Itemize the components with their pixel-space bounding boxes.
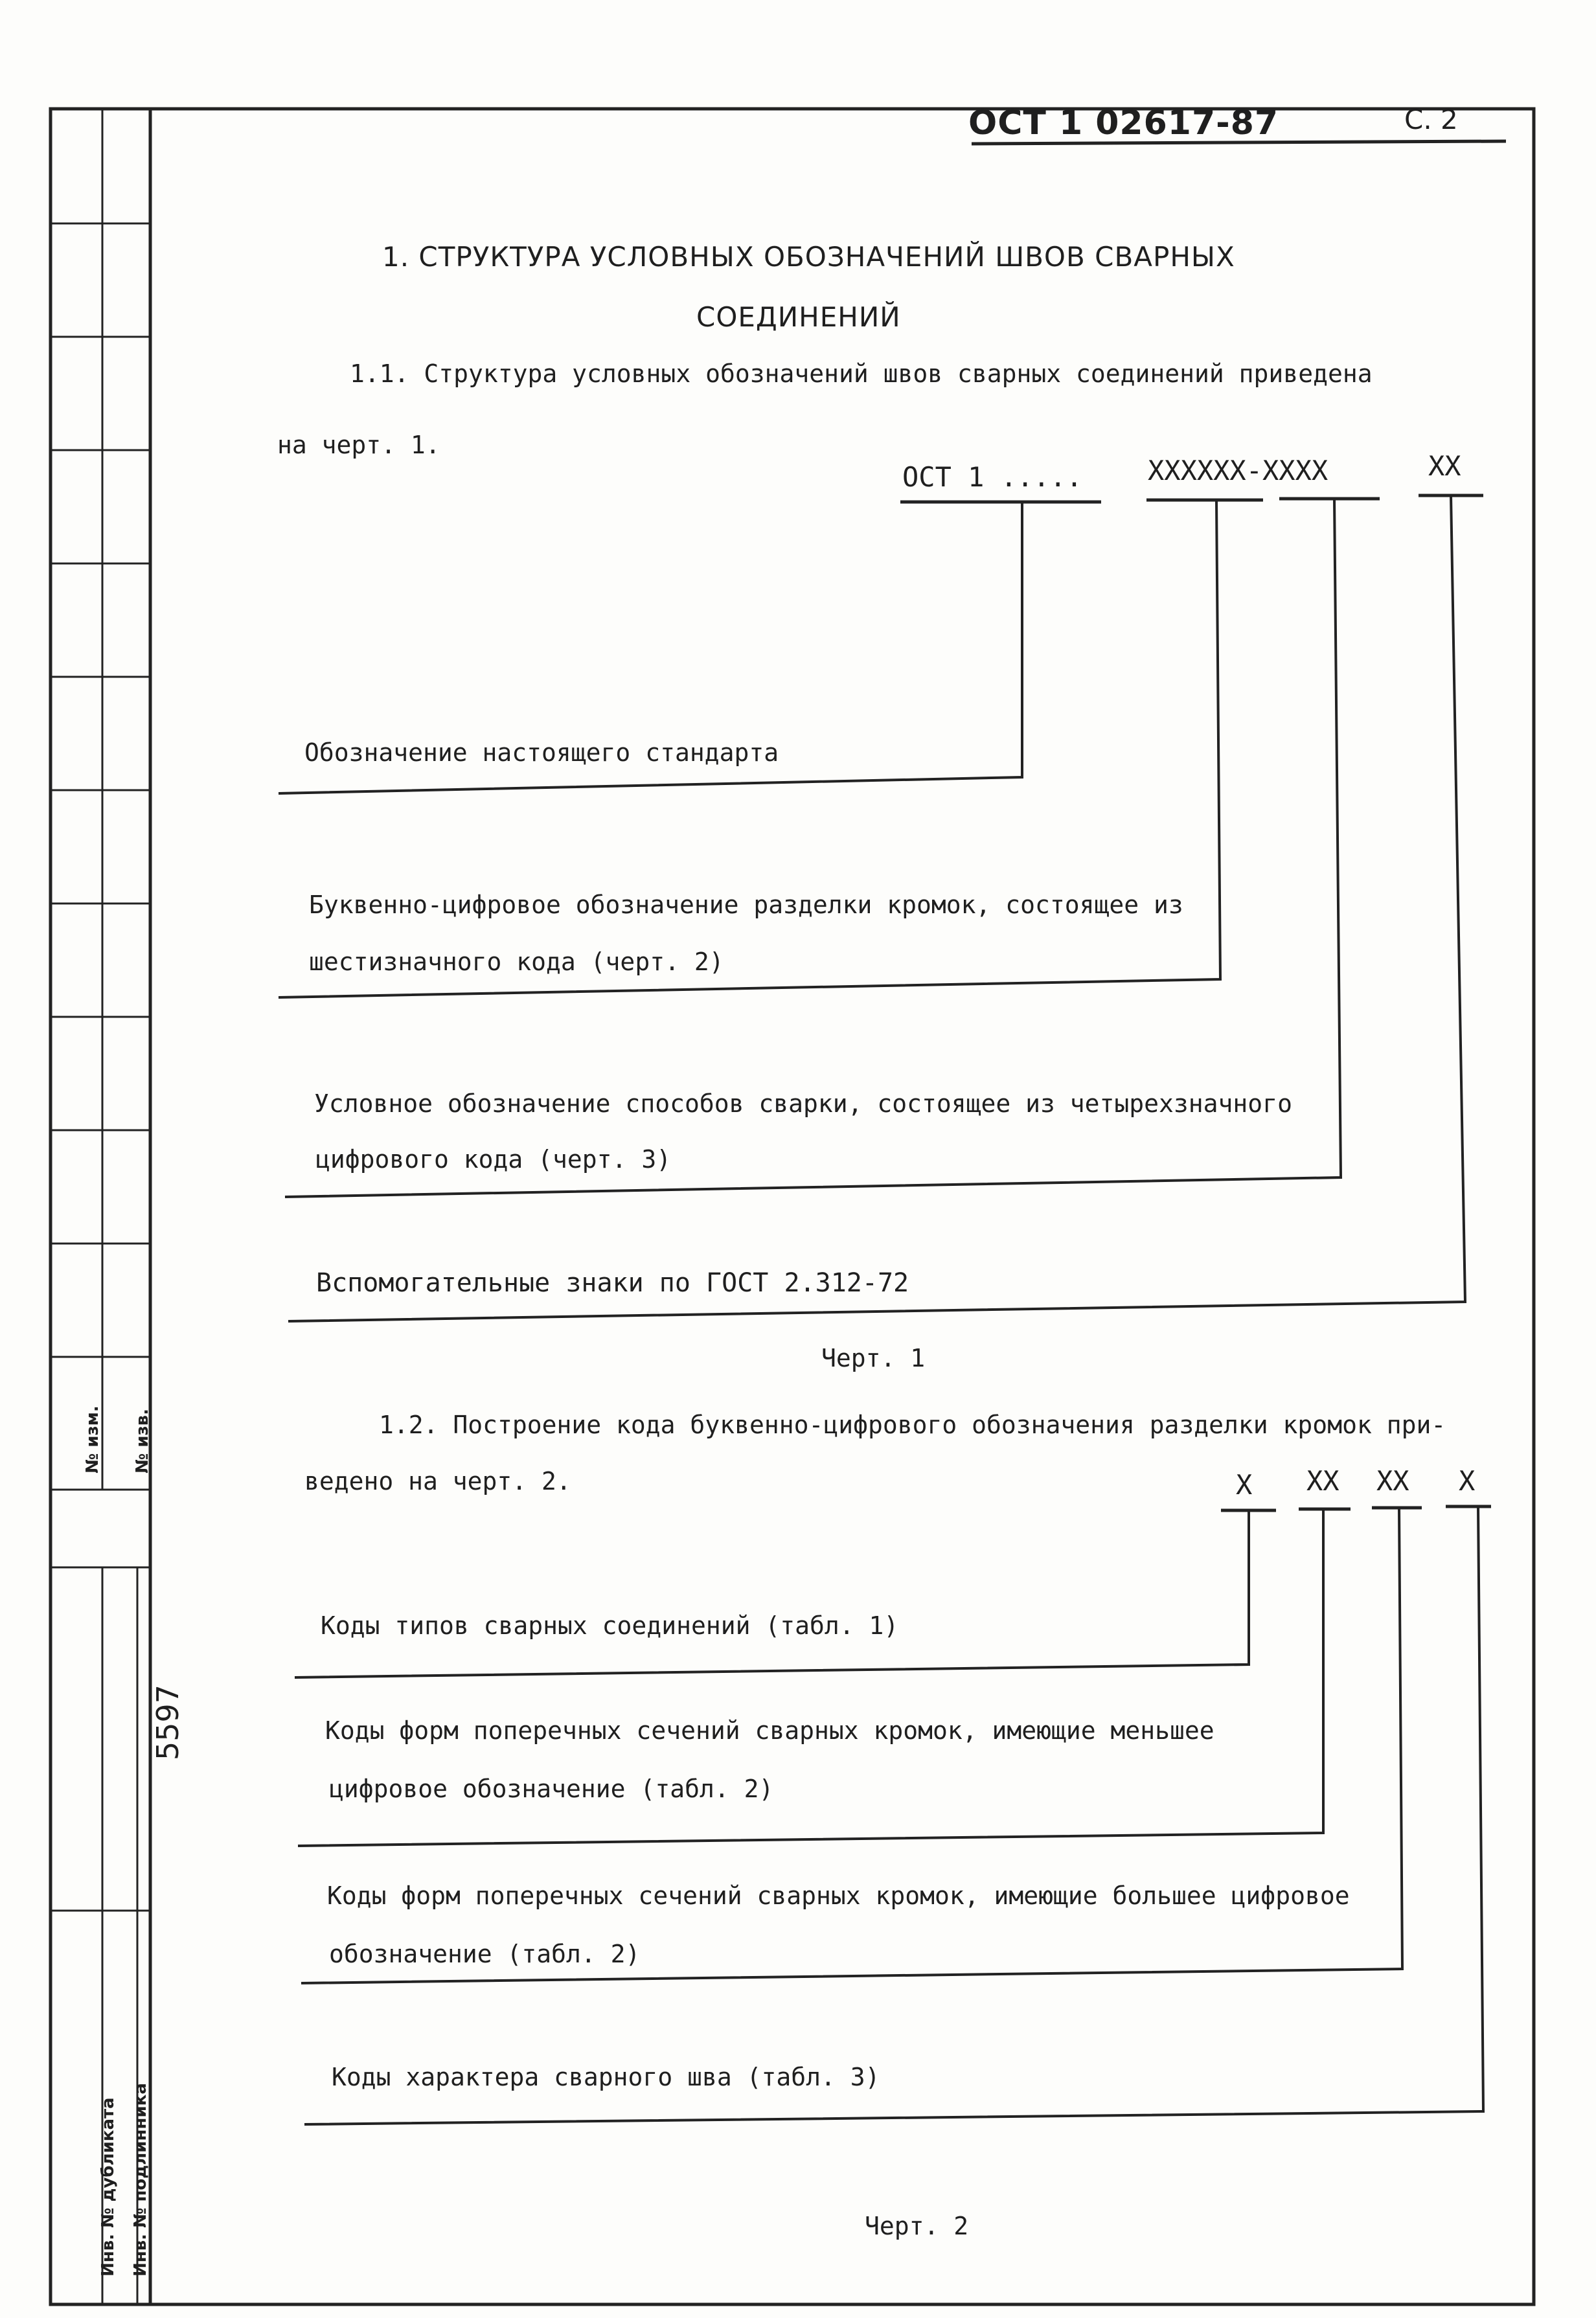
margin-original-label: Инв. № подлинника [131,2083,150,2277]
margin-grid [51,223,150,1911]
fig1-label-welding-line2: цифрового кода (черт. 3) [315,1145,672,1174]
outer-frame [51,109,1534,2304]
fig2-label-larger-line2: обозначение (табл. 2) [329,1940,641,1968]
fig2-code-1: X [1236,1469,1253,1501]
section-title-line2: СОЕДИНЕНИЙ [696,301,901,333]
fig2-label-seam-character: Коды характера сварного шва (табл. 3) [332,2063,880,2091]
fig1-code-ost: ОСТ 1 ..... [902,461,1083,493]
fig1-code-underlines [900,495,1483,502]
page-number: С. 2 [1404,104,1458,135]
fig2-label-joint-types: Коды типов сварных соединений (табл. 1) [321,1611,899,1640]
fig2-label-smaller-line2: цифровое обозначение (табл. 2) [329,1775,774,1803]
fig1-label-edges-line1: Буквенно-цифровое обозначение разделки кромок, состоящее из [309,891,1183,919]
fig2-code-4: X [1459,1465,1476,1497]
margin-izm-label: № изм. [83,1405,102,1473]
fig2-label-smaller-line1: Коды форм поперечных сечений сварных кромок, имеющие меньшее [325,1716,1214,1745]
fig2-code-2: XX [1306,1465,1340,1497]
fig1-caption: Черт. 1 [821,1344,926,1372]
fig1-code-aux: XX [1428,450,1461,482]
fig2-label-larger-line1: Коды форм поперечных сечений сварных кромок, имеющие большее цифровое [327,1881,1350,1910]
para-1-1-line1: 1.1. Структура условных обозначений швов сварных соединений приведена [350,359,1373,388]
margin-duplicate-label: Инв. № дубликата [98,2097,118,2277]
margin-inventory-number: 5597 [150,1684,185,1760]
fig2-caption: Черт. 2 [865,2212,969,2240]
fig1-label-standard: Обозначение настоящего стандарта [304,738,779,767]
margin-izv-label: № изв. [133,1409,152,1473]
fig2-leader-lines [295,1506,1483,2124]
doc-code: ОСТ 1 02617-87 [968,104,1279,142]
para-1-2-line2: ведено на черт. 2. [304,1467,571,1495]
fig1-label-aux-signs: Вспомогательные знаки по ГОСТ 2.312-72 [316,1268,909,1298]
fig2-code-underlines [1221,1506,1491,1510]
fig2-code-3: XX [1376,1465,1409,1497]
section-title-line1: 1. СТРУКТУРА УСЛОВНЫХ ОБОЗНАЧЕНИЙ ШВОВ СВАРНЫХ [382,241,1235,273]
para-1-2-line1: 1.2. Построение кода буквенно-цифрового обозначения разделки кромок при- [379,1411,1446,1439]
fig1-code-main: XXXXXX-XXXX [1148,455,1328,486]
fig1-label-edges-line2: шестизначного кода (черт. 2) [309,948,724,976]
para-1-1-line2: на черт. 1. [277,431,440,459]
fig1-label-welding-line1: Условное обозначение способов сварки, состоящее из четырехзначного [314,1089,1292,1118]
